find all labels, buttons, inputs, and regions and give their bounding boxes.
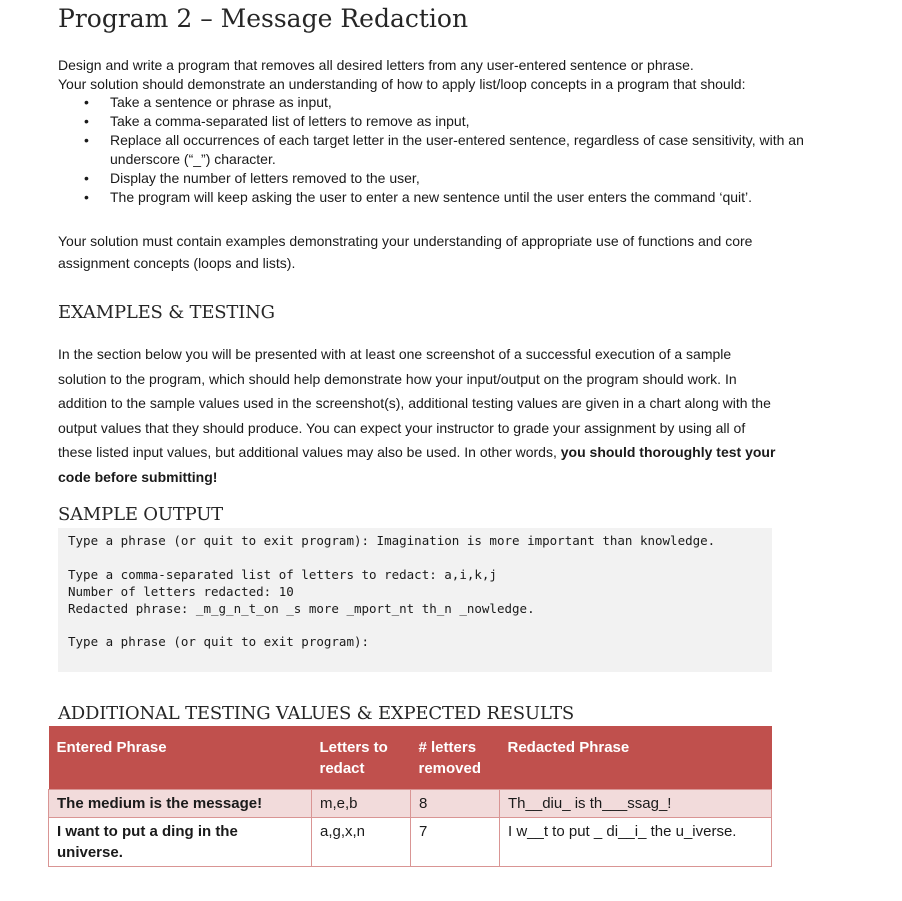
column-header: # letters removed bbox=[411, 726, 500, 790]
intro-paragraph bbox=[58, 56, 745, 94]
testing-heading: ADDITIONAL TESTING VALUES & EXPECTED RESULTS bbox=[58, 703, 575, 724]
column-header: Entered Phrase bbox=[49, 726, 312, 790]
examples-paragraph: In the section below you will be presented with at least one screenshot of a successful execution of a sample solution to the program, which should help demonstrate how your input/output on the program should work. In addition to the sample values used in the screenshot(s), additional testing values are given in a chart along with the output values that they should produce. You can expect your instructor to grade your assignment by using all of these listed input values, but additional values may also be used. In other words, you should thoroughly test your code before submitting! bbox=[58, 346, 776, 485]
table-cell: The medium is the message! bbox=[49, 790, 312, 818]
table-cell: Th__diu_ is th___ssag_! bbox=[500, 790, 772, 818]
console-line: Redacted phrase: _m_g_n_t_on _s more _mport_nt th_n _nowledge. bbox=[68, 600, 535, 616]
bullet-icon: • bbox=[84, 189, 89, 205]
list-item: • Display the number of letters removed to the user, bbox=[84, 170, 420, 186]
bullet-icon: • bbox=[84, 113, 89, 129]
page-title: Program 2 – Message Redaction bbox=[58, 4, 469, 33]
examples-heading: EXAMPLES & TESTING bbox=[58, 302, 275, 323]
table-cell: m,e,b bbox=[312, 790, 411, 818]
solution-note: Your solution must contain examples demonstrating your understanding of appropriate use of functions and core assignment concepts (loops and lists). bbox=[58, 233, 753, 271]
bullet-icon: • bbox=[84, 132, 89, 148]
emphasis-text: you should thoroughly test your code before submitting! bbox=[58, 444, 776, 485]
testing-table bbox=[48, 726, 772, 867]
table-header-row bbox=[49, 726, 772, 790]
table-cell: I want to put a ding in the universe. bbox=[49, 818, 312, 867]
list-item: • The program will keep asking the user to enter a new sentence until the user enters the command ‘quit’. bbox=[84, 189, 753, 205]
console-line: Type a phrase (or quit to exit program): Imagination is more important than knowledge. bbox=[68, 533, 716, 548]
list-item: • Take a comma-separated list of letters to remove as input, bbox=[84, 113, 470, 129]
table-cell: a,g,x,n bbox=[312, 818, 411, 867]
console-line: Number of letters redacted: 10 bbox=[68, 583, 294, 599]
intro-line-2: Your solution should demonstrate an understanding of how to apply list/loop concepts in a program that should: bbox=[58, 76, 746, 92]
table-cell: 8 bbox=[411, 790, 500, 818]
list-item: • Replace all occurrences of each target letter in the user-entered sentence, regardless of case sensitivity, with an underscore (“_”) character. bbox=[84, 132, 804, 167]
table-cell: 7 bbox=[411, 818, 500, 867]
table-row bbox=[49, 818, 772, 867]
console-line: Type a comma-separated list of letters to redact: a,i,k,j bbox=[68, 566, 497, 582]
table-row bbox=[49, 790, 772, 818]
intro-line-1: Design and write a program that removes all desired letters from any user-entered sentence or phrase. bbox=[58, 57, 694, 73]
sample-output-console bbox=[58, 528, 772, 672]
requirements-list bbox=[58, 93, 830, 207]
column-header: Redacted Phrase bbox=[500, 726, 772, 790]
bullet-icon: • bbox=[84, 94, 89, 110]
bullet-icon: • bbox=[84, 170, 89, 186]
table-cell: I w__t to put _ di__i_ the u_iverse. bbox=[500, 818, 772, 867]
console-line: Type a phrase (or quit to exit program): bbox=[68, 634, 370, 649]
column-header: Letters to redact bbox=[312, 726, 411, 790]
list-item: • Take a sentence or phrase as input, bbox=[84, 94, 332, 110]
sample-output-heading: SAMPLE OUTPUT bbox=[58, 504, 223, 525]
